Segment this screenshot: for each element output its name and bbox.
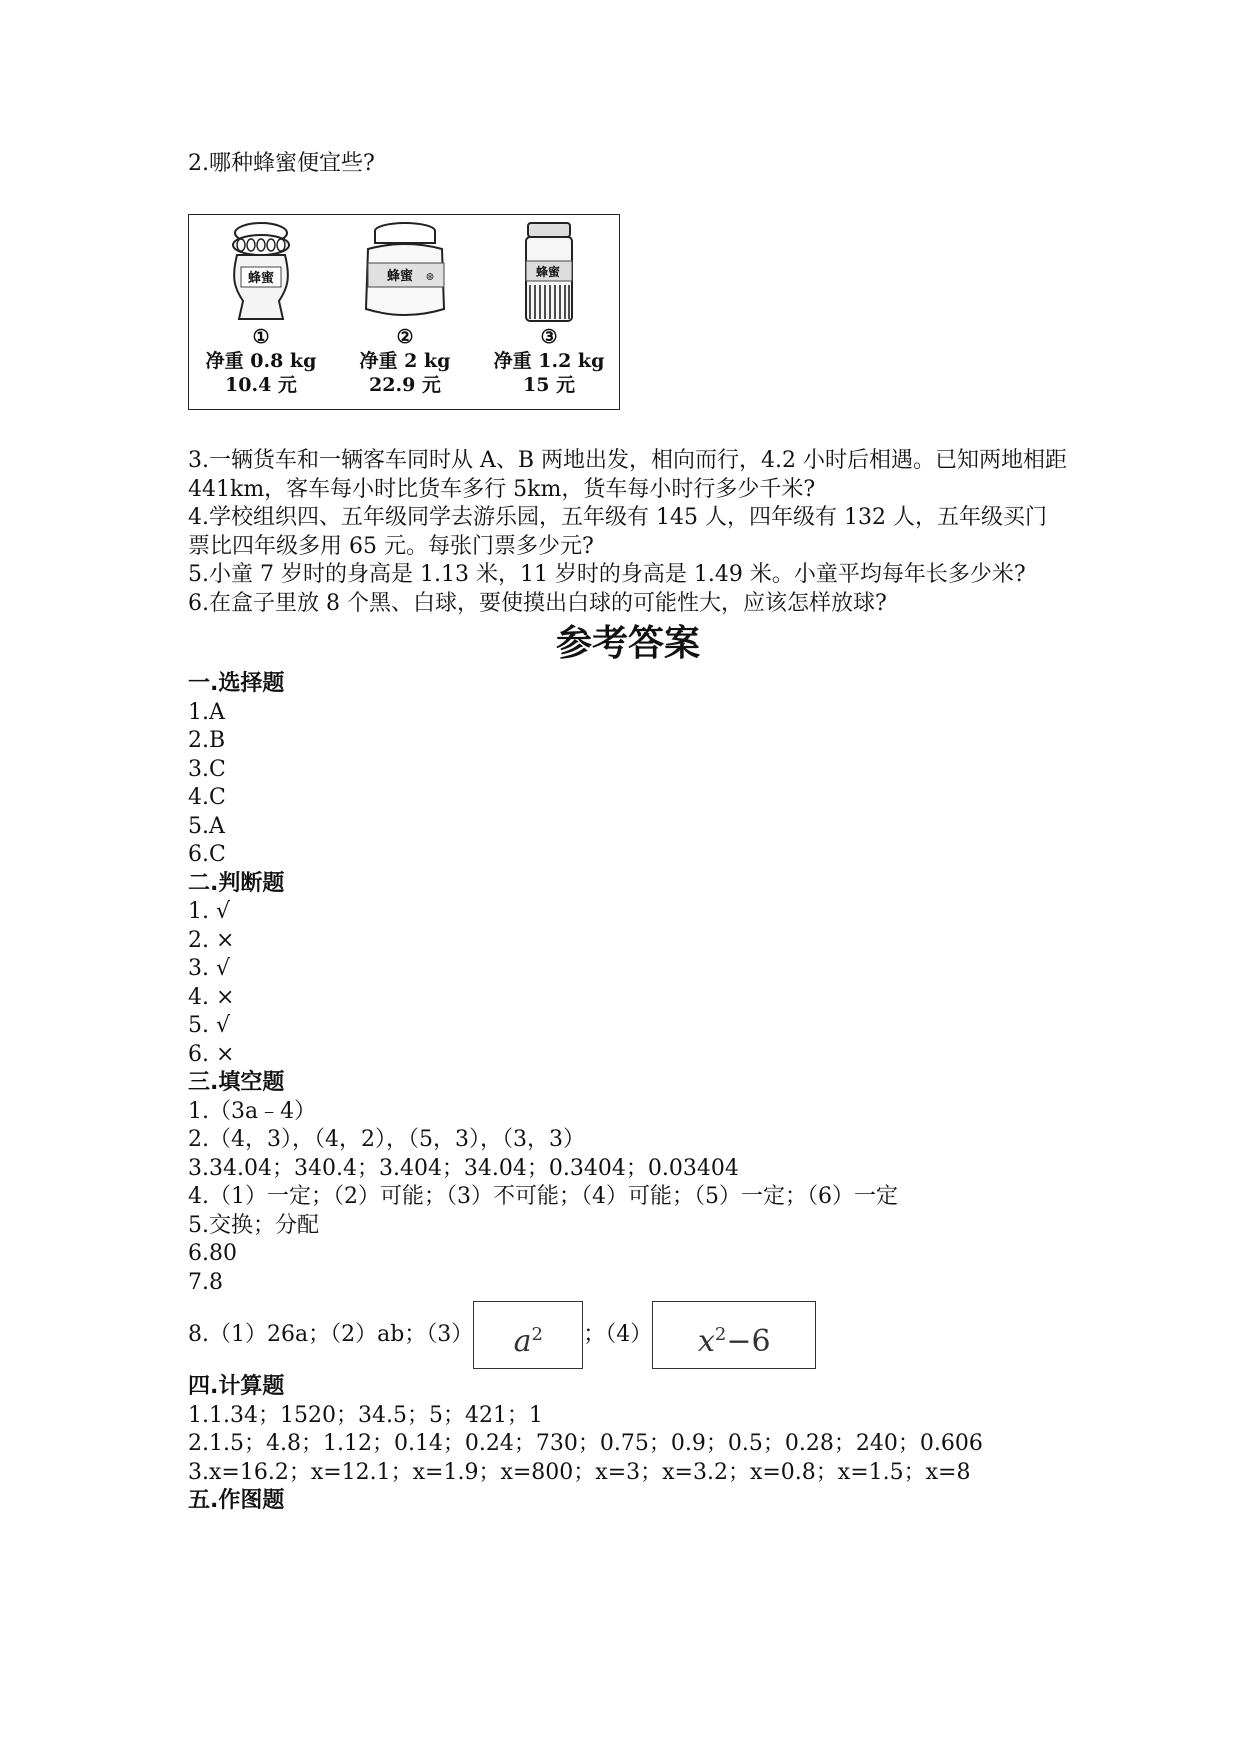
answer-item: 5.A: [188, 813, 225, 839]
answer-item: 2.1.5；4.8；1.12；0.14；0.24；730；0.75；0.9；0.5；0.28；240；0.606: [188, 1431, 983, 1456]
section-heading-choice: 一.选择题: [188, 671, 285, 696]
jar-1-weight: 净重 0.8 kg: [205, 350, 317, 372]
svg-text:蜂蜜: 蜂蜜: [247, 271, 275, 286]
jar-1-price: 10.4 元: [225, 374, 297, 396]
section-heading-judge: 二.判断题: [188, 870, 285, 896]
question-5: 5.小童 7 岁时的身高是 1.13 米，11 岁时的身高是 1.49 米。小童平均每年长多少米?: [188, 562, 1026, 587]
section-heading-fill: 三.填空题: [188, 1070, 285, 1095]
jar-2-number: ②: [396, 326, 414, 348]
jar-2-weight: 净重 2 kg: [359, 350, 451, 372]
jar-2-icon: [350, 219, 460, 325]
formula-box-a-squared: $a^2$: [473, 1301, 583, 1369]
question-4: 4.学校组织四、五年级同学去游乐园，五年级有 145 人，四年级有 132 人，五年级买门票比四年级多用 65 元。每张门票多少元?: [188, 505, 1047, 559]
answer-item: 2.（4，3），（4，2），（5，3），（3，3）: [188, 1127, 585, 1152]
jar-3-price: 15 元: [522, 374, 576, 396]
answer-item: 4.C: [188, 785, 226, 810]
answer-item: 3.C: [188, 756, 226, 782]
answer-title: 参考答案: [555, 623, 700, 664]
answer-item: 1.1.34；1520；34.5；5；421；1: [188, 1402, 543, 1428]
answer-item: 3.34.04；340.4；3.404；34.04；0.3404；0.03404: [188, 1155, 739, 1181]
answer-item: 7.8: [188, 1269, 223, 1295]
honey-jars-figure: [188, 214, 620, 410]
jar-1-icon: [221, 219, 301, 325]
answer-item: 4. ×: [188, 984, 235, 1010]
document-page: [188, 0, 1068, 179]
jar-2-price: 22.9 元: [369, 374, 441, 396]
answer-item: 4.（1）一定；（2）可能；（3）不可能；（4）可能；（5）一定；（6）一定: [188, 1184, 898, 1209]
answer-item: 1. √: [188, 899, 231, 924]
formula-box-x-squared-minus-6: $x^2-6$: [652, 1301, 816, 1369]
honey-jar-1: [189, 219, 333, 409]
question-2: 2.哪种蜂蜜便宜些?: [188, 151, 375, 176]
svg-text:蜂蜜: 蜂蜜: [386, 269, 414, 284]
question-6: 6.在盒子里放 8 个黑、白球，要使摸出白球的可能性大，应该怎样放球?: [188, 590, 887, 616]
section-heading-calc: 四.计算题: [188, 1374, 285, 1399]
answer-item: 5. √: [188, 1013, 231, 1038]
section-heading-draw: 五.作图题: [188, 1488, 285, 1513]
answer-item: 6.C: [188, 842, 226, 867]
jar-3-weight: 净重 1.2 kg: [493, 350, 605, 372]
answer-item-8: [188, 1297, 1068, 1373]
document-body: [188, 447, 1068, 1516]
question-3: 3.一辆货车和一辆客车同时从 A、B 两地出发，相向而行，4.2 小时后相遇。已知两地相距 441km，客车每小时比货车多行 5km，货车每小时行多少千米?: [188, 448, 1068, 502]
answer-item: 6.80: [188, 1241, 237, 1266]
answer-item: 5.交换；分配: [188, 1212, 319, 1238]
answer-item: 3.x=16.2；x=12.1；x=1.9；x=800；x=3；x=3.2；x=0.8；x=1.5；x=8: [188, 1459, 971, 1485]
answer-item: 1.A: [188, 699, 225, 725]
honey-jar-3: [477, 219, 621, 409]
honey-jar-2: [333, 219, 477, 409]
answer-item: 1.（3a﹣4）: [188, 1098, 317, 1124]
answer-item: 2. ×: [188, 927, 235, 953]
item-8-prefix: 8.（1）26a；（2）ab；（3）: [188, 1322, 474, 1347]
svg-text:蜂蜜: 蜂蜜: [535, 265, 561, 279]
jar-3-number: ③: [540, 326, 558, 348]
answer-item: 2.B: [188, 728, 226, 753]
jar-3-icon: [514, 219, 584, 325]
jar-1-number: ①: [252, 326, 270, 348]
answer-item: 6. ×: [188, 1041, 235, 1067]
item-8-separator: ；（4）: [583, 1322, 653, 1347]
svg-text:⊛: ⊛: [425, 270, 435, 283]
answer-item: 3. √: [188, 956, 231, 981]
